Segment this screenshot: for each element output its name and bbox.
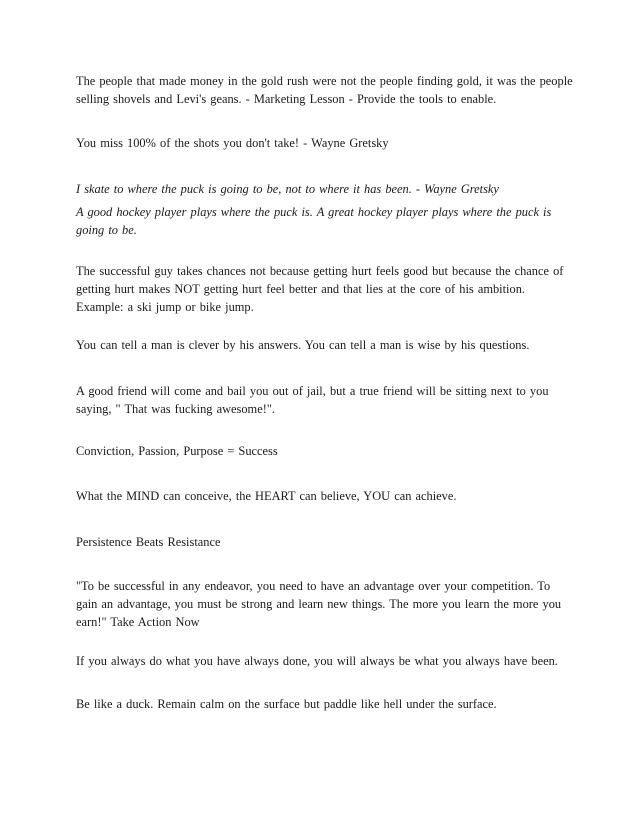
quote-shots — [76, 134, 566, 152]
quote-be-successful — [76, 577, 566, 631]
text-line: getting hurt makes NOT getting hurt feel better and that lies at the core of his ambition. — [76, 282, 525, 296]
quote-always-do — [76, 652, 566, 670]
quote-mind-heart — [76, 487, 566, 505]
quote-successful-guy — [76, 262, 566, 316]
quote-good-friend — [76, 382, 566, 418]
text-line: saying, " That was fucking awesome!". — [76, 402, 275, 416]
text-line: "To be successful in any endeavor, you need to have an advantage over your competition. To — [76, 579, 551, 593]
text-line: The people that made money in the gold rush were not the people finding gold, it was the people — [76, 74, 573, 88]
quote-skate — [76, 180, 566, 198]
text-line: You miss 100% of the shots you don't take! - Wayne Gretsky — [76, 136, 389, 150]
quote-persistence — [76, 533, 566, 551]
quote-gold-rush — [76, 72, 573, 108]
quote-duck — [76, 695, 566, 713]
text-line: Be like a duck. Remain calm on the surface but paddle like hell under the surface. — [76, 697, 497, 711]
text-line: Persistence Beats Resistance — [76, 535, 221, 549]
text-line: Example: a ski jump or bike jump. — [76, 300, 254, 314]
text-line: A good friend will come and bail you out of jail, but a true friend will be sitting next to you — [76, 384, 549, 398]
text-line: gain an advantage, you must be strong and learn new things. The more you learn the more you — [76, 597, 562, 611]
text-line: If you always do what you have always done, you will always be what you always have been. — [76, 654, 558, 668]
text-line: selling shovels and Levi's geans. - Marketing Lesson - Provide the tools to enable. — [76, 92, 497, 106]
text-line: A good hockey player plays where the puck is. A great hockey player plays where the puck is — [76, 205, 552, 219]
text-line: going to be. — [76, 223, 137, 237]
text-line: Conviction, Passion, Purpose = Success — [76, 444, 278, 458]
text-line: earn!" Take Action Now — [76, 615, 200, 629]
quote-hockey-player — [76, 203, 566, 239]
quote-clever-wise — [76, 336, 566, 354]
text-line: I skate to where the puck is going to be, not to where it has been. - Wayne Gretsky — [76, 182, 499, 196]
quote-conviction — [76, 442, 566, 460]
text-line: You can tell a man is clever by his answers. You can tell a man is wise by his questions. — [76, 338, 530, 352]
text-line: What the MIND can conceive, the HEART can believe, YOU can achieve. — [76, 489, 457, 503]
text-line: The successful guy takes chances not because getting hurt feels good but because the chance of — [76, 264, 564, 278]
